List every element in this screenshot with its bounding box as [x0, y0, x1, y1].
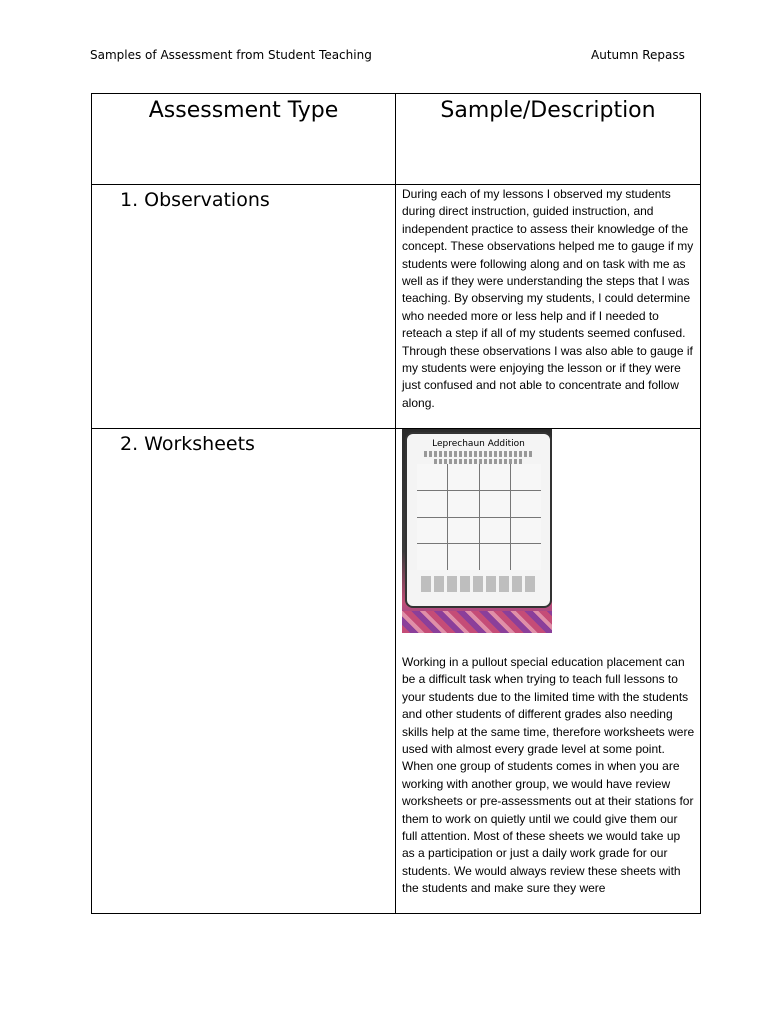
- worksheet-page: [405, 432, 552, 608]
- worksheet-subtitle-scribble: [424, 451, 534, 457]
- description-cell: [396, 429, 701, 914]
- column-header-sample-description: Sample/Description: [440, 98, 656, 123]
- worksheets-description: Working in a pullout special education placement can be a difficult task when trying to teach full lessons to your students due to the limited time with the students and other students of different grades also needing skills help at the same time, therefore worksheets were used with almost every grade level at some point. When one group of students comes in when you are working with another group, we would have review worksheets or pre-assessments out at their stations for them to work on quietly until we could give them our full attention. Most of these sheets we would take up as a participation or just a daily work grade for our students. We would always review these sheets with the students and make sure they were: [402, 655, 695, 896]
- worksheet-photo: [402, 429, 552, 633]
- header-cell-sample: [396, 94, 701, 185]
- row-title-worksheets: 2. Worksheets: [120, 433, 255, 455]
- column-header-assessment-type: Assessment Type: [148, 98, 339, 123]
- table-row: [92, 429, 701, 914]
- row-title-observations: 1. Observations: [120, 189, 270, 211]
- patterned-fabric-background: [402, 611, 552, 633]
- type-cell: [92, 185, 396, 429]
- worksheet-title: Leprechaun Addition: [432, 439, 525, 449]
- worksheet-problem-grid: [417, 464, 541, 570]
- description-cell: [396, 185, 701, 429]
- header-author: Autumn Repass: [591, 48, 685, 62]
- table-header-row: [92, 94, 701, 185]
- assessment-table: [91, 93, 701, 914]
- header-cell-type: [92, 94, 396, 185]
- header-title: Samples of Assessment from Student Teaching: [90, 48, 372, 62]
- observations-description: During each of my lessons I observed my students during direct instruction, guided instruction, and independent practice to assess their knowledge of the concept. These observations helped me to gauge if my students were following along and on task with me as well as if they were understanding the steps that I was teaching. By observing my students, I could determine who needed more or less help and if I needed to reteach a step if all of my students seemed confused. Through these observations I was also able to gauge if my students were enjoying the lesson or if they were just confused and not able to concentrate and follow along.: [402, 187, 694, 410]
- worksheet-answer-lines: [421, 576, 537, 592]
- table-row: [92, 185, 701, 429]
- type-cell: [92, 429, 396, 914]
